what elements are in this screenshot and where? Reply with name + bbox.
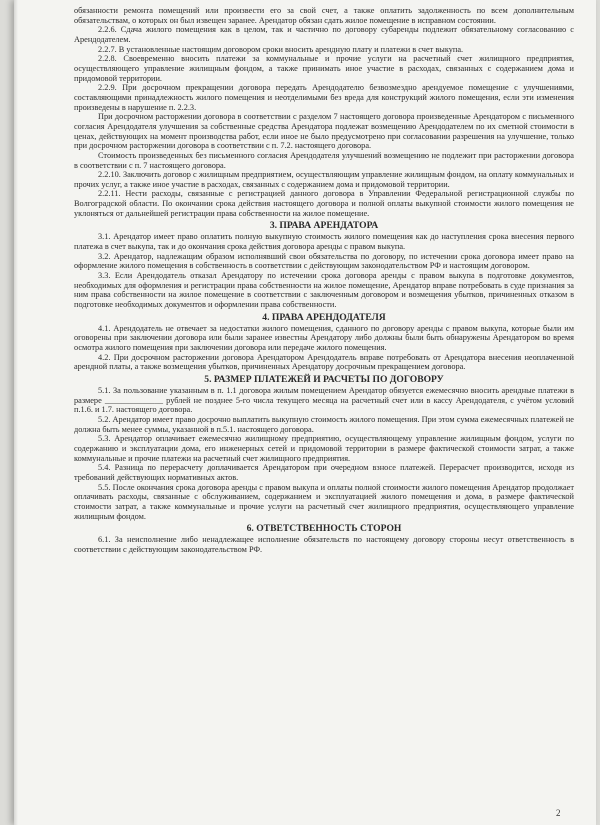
paragraph: 2.2.6. Сдача жилого помещения как в целом, так и частично по договору субаренды подлежит обязательному согласованию с Арендодателем. [74,25,574,44]
document-body [74,6,574,554]
paragraph: Стоимость произведенных без письменного согласия Арендодателя улучшений возмещению не подлежит при расторжении договора в соответствии с п. 7 настоящего договора. [74,150,574,170]
paragraph: 4.2. При досрочном расторжении договора Арендатором Арендодатель вправе потребовать от Арендатора внесения неоплаченной арендной платы, а также возмещения убытков, причиненных Арендатору досрочным прекращением договора. [74,352,574,372]
paragraph: 2.2.7. В установленные настоящим договором сроки вносить арендную плату и платежи в счет выкупа. [98,44,464,54]
paragraph: 2.2.11. Нести расходы, связанные с регистрацией данного договора в Управлении Федеральной регистрационной службы по Волгоградской области. По окончании срока действия настоящего договора и полной оплаты выкупной стоимости жилого помещения не уклоняться от дальнейшей регистрации права собственности на жилое помещение. [74,189,574,218]
page-fold-shadow [14,0,18,825]
paragraph: 5.1. За пользование указанным в п. 1.1 договора жилым помещением Арендатор обязуется ежемесячно вносить арендные платежи в размере ______________ рублей не позднее 5-го числа текущего месяца на расчетный счет или в кассу Арендодателя, с учётом условий п.1.6. и 1.7. настоящего договора. [74,385,574,415]
section-heading: 3. ПРАВА АРЕНДАТОРА [269,220,379,232]
paragraph: 4.1. Арендодатель не отвечает за недостатки жилого помещения, сданного по договору аренды с правом выкупа, которые были им оговорены при заключении договора или были заранее известны Арендатору либо должны были быть обнаружены Арендатором во время осмотра жилого помещения при заключении договора или передаче жилого помещения. [74,323,574,352]
paragraph: 2.2.9. При досрочном прекращении договора передать Арендодателю безвозмездно арендуемое помещение с улучшениями, составляющими принадлежность жилого помещения и неотделимыми без вреда для конструкций жилого помещения, если эти изменения произведены в нарушение п. 2.2.3. [74,83,574,112]
section-heading: 5. РАЗМЕР ПЛАТЕЖЕЙ И РАСЧЕТЫ ПО ДОГОВОРУ [204,373,444,385]
paragraph: 5.5. После окончания срока договора аренды с правом выкупа и оплаты полной стоимости жилого помещения Арендатор продолжает оплачивать расходы, связанные с обслуживанием, содержанием и эксплуатацией жилого помещения и дома, в размере фактической стоимости затрат, а также коммунальные и прочие услуги на расчетный счет жилищного предприятия, осуществляющего управление жилищным фондом. [74,482,574,521]
paragraph: обязанности ремонта помещений или произвести его за свой счет, а также оплатить задолженность по всем дополнительным обязательствам, о которых он был извещен заранее. Арендатор обязан сдать жилое помещение в исправном состоянии. [74,6,574,25]
paragraph: 5.2. Арендатор имеет право досрочно выплатить выкупную стоимость жилого помещения. При этом сумма ежемесячных платежей не должна быть менее суммы, указанной в п.5.1. настоящего договора. [74,414,574,434]
section-heading: 4. ПРАВА АРЕНДОДАТЕЛЯ [262,311,386,323]
paragraph: 3.1. Арендатор имеет право оплатить полную выкупную стоимость жилого помещения как до наступления срока внесения первого платежа в счет выкупа, так и до окончания срока действия договора аренды с правом выкупа. [74,232,574,252]
paragraph: При досрочном расторжении договора в соответствии с разделом 7 настоящего договора произведенные Арендатором с письменного согласия Арендодателя улучшения за собственные средства Арендатора подлежат возмещению Арендодателем по их сметной стоимости в ценах, действующих на момент производства работ, если иное не было предусмотрено при согласовании разрешения на улучшение, только при досрочном расторжении договора в соответствии с п. 7.2. настоящего договора. [74,112,574,151]
paragraph: 2.2.8. Своевременно вносить платежи за коммунальные и прочие услуги на расчетный счет жилищного предприятия, осуществляющего управление жилищным фондом, а также принимать иное участие в расходах, связанных с содержанием дома и придомовой территории. [74,54,574,83]
paragraph: 5.3. Арендатор оплачивает ежемесячно жилищному предприятию, осуществляющему управление жилищным фондом, услуги по содержанию и эксплуатации дома, его инженерных сетей и придомовой территории в размере фактической стоимости затрат, а также коммунальные и прочие платежи на расчетный счет жилищного предприятия. [74,434,574,463]
page-number: 2 [556,808,561,818]
paragraph: 5.4. Разница по перерасчету доплачивается Арендатором при очередном взносе платежей. Перерасчет производится, исходя из требований действующих нормативных актов. [74,463,574,482]
paragraph: 2.2.10. Заключить договор с жилищным предприятием, осуществляющим управление жилищным фондом, на оплату коммунальных и прочих услуг, а также иное участие в расходах, связанных с содержанием дома и придомовой территории. [74,170,574,189]
paragraph: 6.1. За неисполнение либо ненадлежащее исполнение обязательств по настоящему договору стороны несут ответственность в соответствии с действующим законодательством РФ. [74,535,574,554]
section-heading: 6. ОТВЕТСТВЕННОСТЬ СТОРОН [246,523,402,535]
paragraph: 3.2. Арендатор, надлежащим образом исполнявший свои обязательства по договору, по истечении срока договора имеет право на оформление жилого помещения в собственность в соответствии с действующим законодательством РФ и настоящим договором. [74,251,574,271]
paragraph: 3.3. Если Арендодатель отказал Арендатору по истечении срока договора аренды с правом выкупа в подготовке документов, необходимых для оформления и регистрации права собственности на жилое помещение, Арендатор вправе потребовать в суде признания за ним права собственности на жилое помещение в соответствии с заключенным договором и возмещения убытков, причиненных отказом в подготовке необходимых документов и оформлении права собственности. [74,271,574,310]
